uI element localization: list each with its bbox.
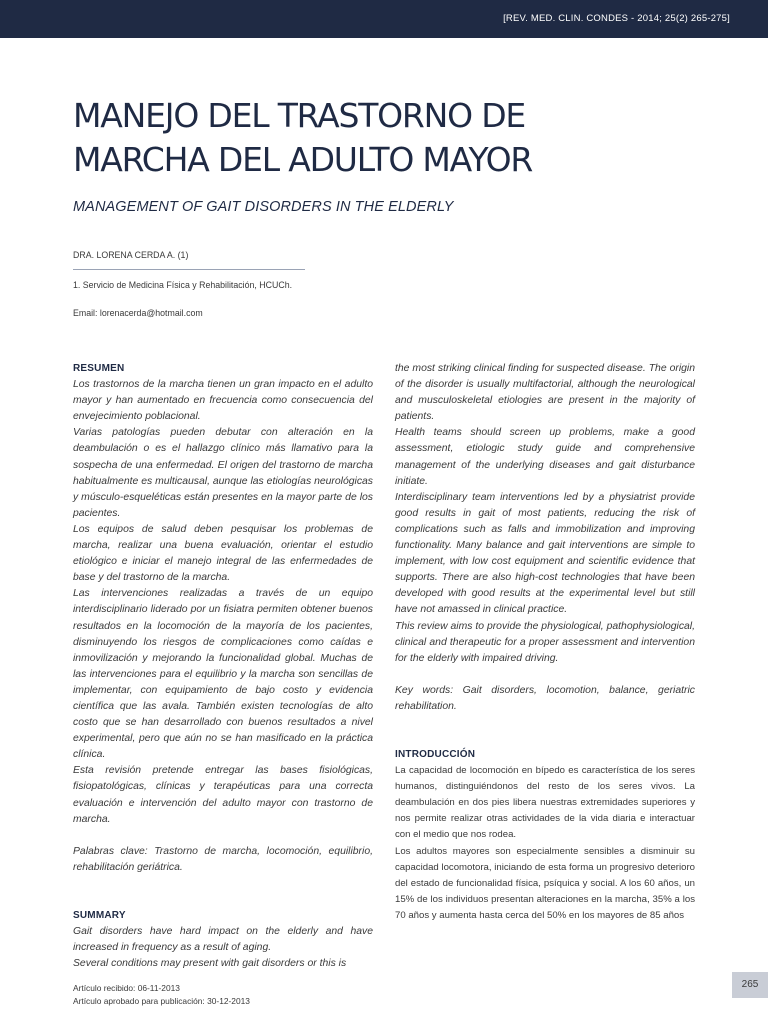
- article-title-line-2: MARCHA DEL ADULTO MAYOR: [73, 140, 533, 179]
- summary-paragraph: Health teams should screen up problems, make a good assessment, etiologic study guide and comprehensive management of the underlying diseases and gait disturbance initiate.: [395, 427, 695, 487]
- left-column: [73, 361, 373, 972]
- page-number-box: [732, 972, 768, 998]
- article-dates: [73, 982, 250, 1008]
- resumen-paragraph: Los trastornos de la marcha tienen un gran impacto en el adulto mayor y han aumentado en frecuencia como consecuencia del envejecimiento poblacional.: [73, 379, 373, 423]
- summary-heading: SUMMARY: [73, 909, 126, 921]
- author-name: DRA. LORENA CERDA A. (1): [73, 250, 189, 260]
- right-column: [395, 361, 695, 924]
- summary-paragraph: This review aims to provide the physiological, pathophysiological, clinical and therapeutic for a proper assessment and intervention for the elderly with impaired driving.: [395, 620, 695, 664]
- approved-date: Artículo aprobado para publicación: 30-12-2013: [73, 996, 250, 1006]
- introduccion-heading: INTRODUCCIÓN: [395, 748, 476, 760]
- resumen-heading: RESUMEN: [73, 363, 125, 374]
- journal-citation: [REV. MED. CLIN. CONDES - 2014; 25(2) 265-275]: [503, 13, 730, 24]
- summary-keywords: Key words: Gait disorders, locomotion, balance, geriatric rehabilitation.: [395, 684, 695, 712]
- introduccion-paragraph: La capacidad de locomoción en bípedo es característica de los seres humanos, distinguiéndonos del resto de los seres vivos. La deambulación en dos pies libera nuestras extremidades superiores y nos permite realizar otras actividades de la vida diaria e interactuar con el medio que nos rodea.: [395, 765, 695, 841]
- summary-paragraph: Gait disorders have hard impact on the elderly and have increased in frequency as a result of aging.: [73, 926, 373, 954]
- summary-paragraph: Several conditions may present with gait disorders or this is: [73, 958, 347, 970]
- page-number: 265: [741, 979, 759, 990]
- resumen-paragraph: Los equipos de salud deben pesquisar los problemas de marcha, realizar una buena evaluación, orientar el estudio etiológico e iniciar el manejo integral de las enfermedades de base y del trastorno de la marcha.: [73, 523, 373, 584]
- journal-header-bar: [0, 0, 768, 38]
- resumen-paragraph: Esta revisión pretende entregar las bases fisiológicas, fisiopatológicas, clínicas y terapéuticas para una correcta evaluación e intervención del adulto mayor con trastorno de marcha.: [73, 765, 373, 825]
- article-title-line-1: MANEJO DEL TRASTORNO DE: [73, 96, 526, 135]
- introduccion-paragraph: Los adultos mayores son especialmente sensibles a disminuir su capacidad locomotora, iniciando de esta forma un progresivo deterioro del estado de funcionalidad física, psíquica y social. A los 60 años, un 15% de los individuos presentan alteraciones en la marcha, 35% a los 70 años y aumenta hasta cerca del 50% en los mayores de 85 años: [395, 845, 695, 921]
- article-subtitle: MANAGEMENT OF GAIT DISORDERS IN THE ELDERLY: [73, 199, 454, 215]
- resumen-paragraph: Las intervenciones realizadas a través de un equipo interdisciplinario liderado por un fisiatra permiten obtener buenos resultados en la locomoción de la mayoría de los pacientes, disminuyendo los riesgos de complicaciones como caídas e inmovilización y mejorando la funcionalidad global. Muchas de las intervenciones para el equilibrio y la marcha son sencillas de implementar, con equipamiento de bajo costo y evidencia científica que las avala. También existen tecnologías de alto costo que se han desarrollado con buenos resultados a nivel experimental, pero que aún no se han masificado en la práctica clínica.: [73, 588, 373, 761]
- author-email: Email: lorenacerda@hotmail.com: [73, 308, 203, 318]
- summary-paragraph: the most striking clinical finding for suspected disease. The origin of the disorder is usually multifactorial, although the neurological and musculoskeletal etiologies are present in the majority of patients.: [395, 363, 695, 423]
- summary-paragraph: Interdisciplinary team interventions led by a physiatrist provide good results in gait of most patients, reducing the risk of complications such as falls and immobilization and improving functionality. Many balance and gait interventions are simple to implement, with low cost equipment and scientific evidence that supports. There are also high-cost technologies that have been developed with good results at the experimental level but still have not amassed in clinical practice.: [395, 491, 695, 616]
- author-divider: [73, 269, 305, 270]
- resumen-keywords: Palabras clave: Trastorno de marcha, locomoción, equilibrio, rehabilitación geriátrica.: [73, 845, 373, 873]
- author-affiliation: 1. Servicio de Medicina Física y Rehabilitación, HCUCh.: [73, 280, 293, 290]
- received-date: Artículo recibido: 06-11-2013: [73, 983, 180, 993]
- article-title: [73, 94, 693, 182]
- resumen-paragraph: Varias patologías pueden debutar con alteración en la deambulación o es el hallazgo clínico más llamativo para la sospecha de una enfermedad. El origen del trastorno de marcha habitualmente es multicausal, aunque las etiologías neurológicas y músculo-esqueléticas están presentes en la mayor parte de los pacientes.: [73, 427, 373, 519]
